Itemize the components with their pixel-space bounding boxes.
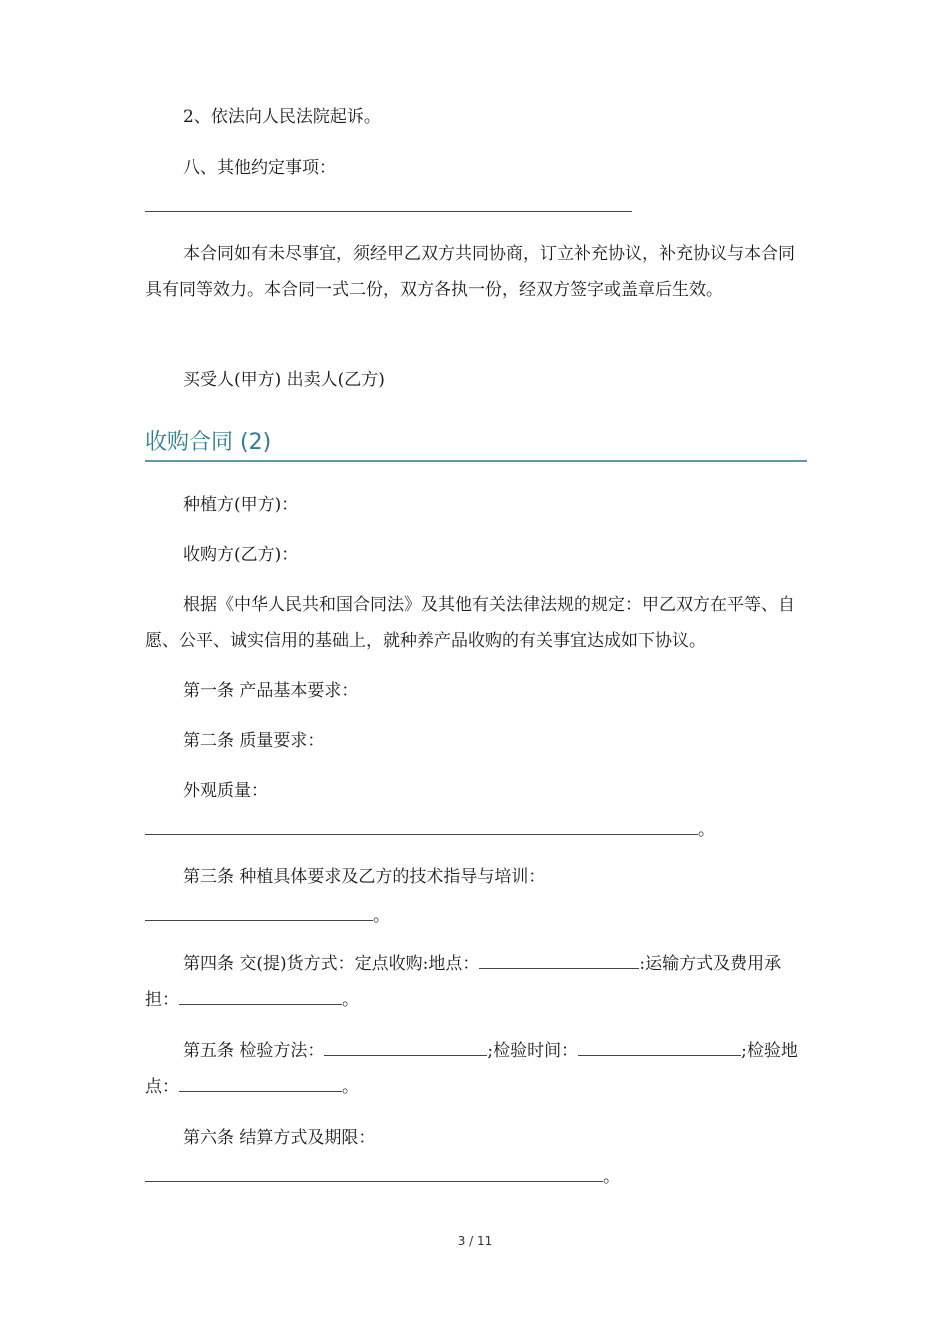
period-mark: 。 — [603, 1167, 620, 1187]
section-heading: 收购合同 (2) — [145, 426, 807, 462]
period-mark: 。 — [342, 990, 359, 1010]
paragraph-supplement: 本合同如有未尽事宜，须经甲乙双方共同协商，订立补充协议，补充协议与本合同具有同等效力。本合同一式二份，双方各执一份，经双方签字或盖章后生效。 — [145, 244, 795, 300]
blank-transport-cost — [179, 984, 342, 1005]
blank-location — [479, 948, 639, 969]
paragraph-article-4 — [145, 946, 807, 1018]
blank-line-other-terms — [145, 211, 632, 212]
paragraph-article-6: 第六条 结算方式及期限： — [183, 1128, 376, 1148]
blank-appearance — [145, 814, 698, 835]
period-mark: 。 — [373, 906, 390, 926]
paragraph-article-6-blank — [145, 1159, 807, 1195]
paragraph-preamble: 根据《中华人民共和国合同法》及其他有关法律法规的规定：甲乙双方在平等、自愿、公平、诚实信用的基础上，就种养产品收购的有关事宜达成如下协议。 — [145, 595, 795, 651]
paragraph-article-3: 第三条 种植具体要求及乙方的技术指导与培训： — [183, 867, 546, 887]
paragraph-appearance-blank — [145, 812, 807, 848]
blank-inspection-method — [324, 1035, 487, 1056]
paragraph-other-terms: 八、其他约定事项： — [183, 158, 336, 178]
paragraph-signatories: 买受人(甲方) 出卖人(乙方) — [183, 370, 385, 390]
article-5-text-b: ;检验时间： — [487, 1041, 579, 1061]
blank-settlement — [145, 1161, 603, 1182]
paragraph-grower: 种植方(甲方)： — [183, 495, 299, 515]
blank-inspection-time — [578, 1035, 741, 1056]
paragraph-article-3-blank — [145, 898, 807, 934]
article-4-text-b: :运输方式及费用承担： — [145, 954, 782, 1010]
blank-training — [145, 900, 373, 921]
article-5-text-a: 第五条 检验方法： — [183, 1041, 325, 1061]
page-number: 3 / 11 — [457, 1234, 493, 1248]
article-5-text-c: ;检验地点： — [145, 1041, 798, 1097]
article-4-text-a: 第四条 交(提)货方式：定点收购:地点： — [183, 954, 480, 974]
period-mark: 。 — [342, 1077, 359, 1097]
paragraph-appearance: 外观质量： — [183, 781, 268, 801]
period-mark: 。 — [698, 820, 715, 840]
paragraph-article-1: 第一条 产品基本要求： — [183, 681, 359, 701]
paragraph-article-2: 第二条 质量要求： — [183, 731, 325, 751]
paragraph-buyer: 收购方(乙方)： — [183, 545, 299, 565]
blank-inspection-place — [179, 1071, 342, 1092]
paragraph-article-5 — [145, 1033, 807, 1105]
paragraph-lawsuit: 2、依法向人民法院起诉。 — [183, 107, 381, 127]
